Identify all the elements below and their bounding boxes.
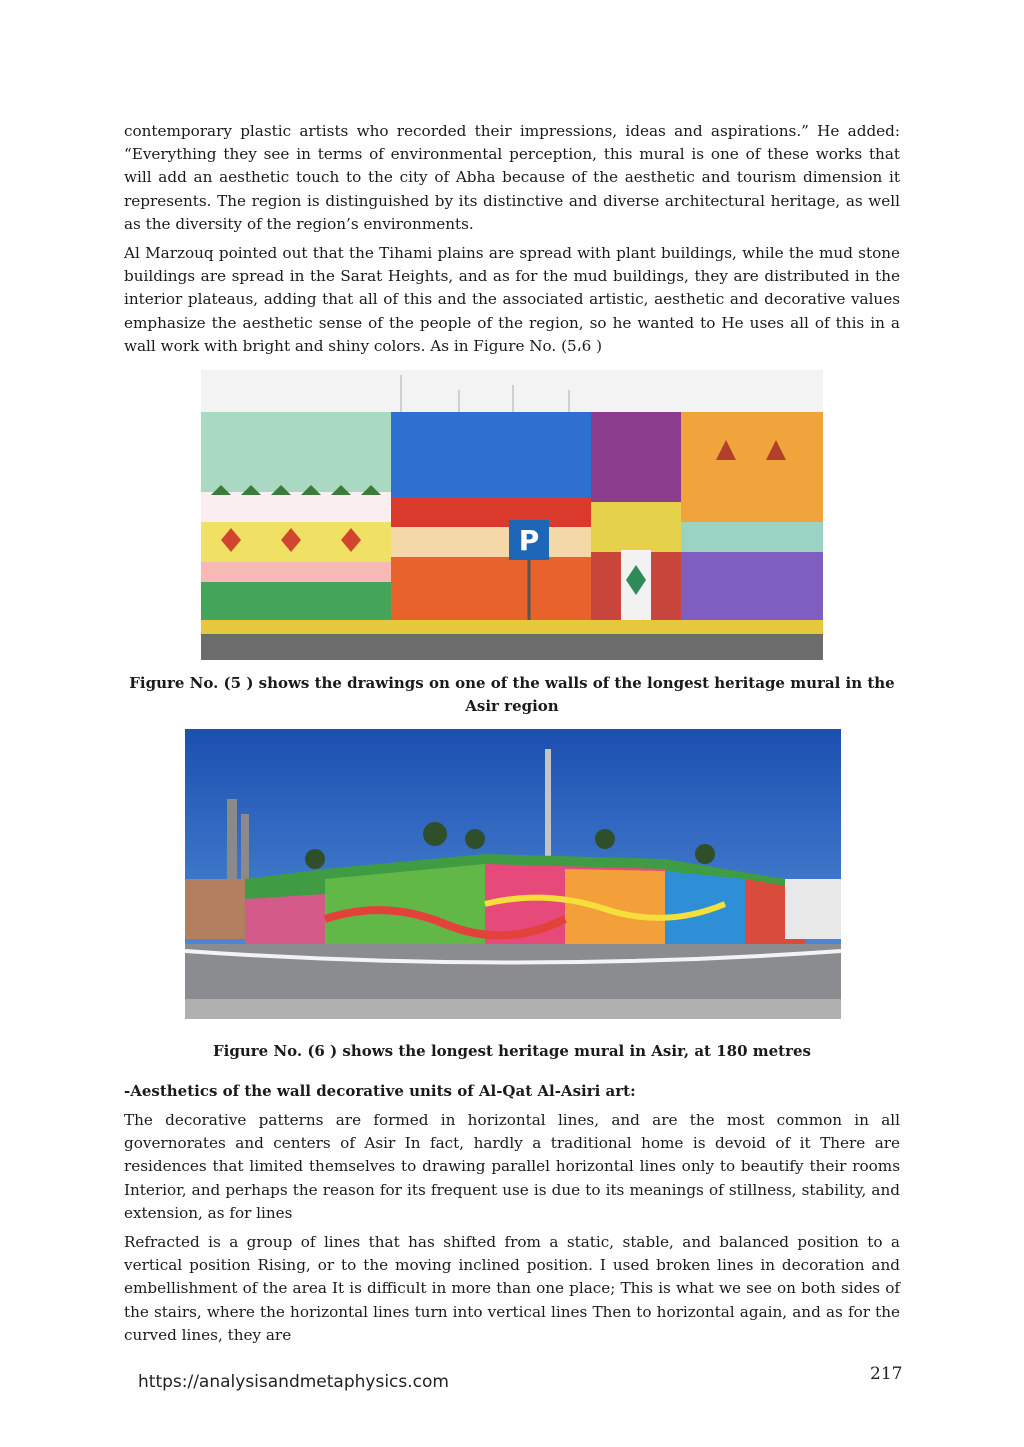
figure-5-caption-block [124, 672, 900, 718]
figure-5-image [201, 370, 823, 660]
figure-6-caption-block [124, 1040, 900, 1063]
figure-6-caption: Figure No. (6 ) shows the longest heritage mural in Asir, at 180 metres [213, 1042, 811, 1060]
figure-6-image [185, 729, 841, 1019]
bottom-text [124, 1074, 900, 1353]
top-text [124, 120, 900, 364]
paragraph-1: contemporary plastic artists who recorded their impressions, ideas and aspirations.” He added: “Everything they see in terms of environmental perception, this mural is one of these works that will add an aesthetic touch to the city of Abha because of the aesthetic and tourism dimension it represents. The region is distinguished by its distinctive and diverse architectural heritage, as well as the diversity of the region’s environments. [124, 122, 900, 233]
paragraph-4: Refracted is a group of lines that has shifted from a static, stable, and balanced position to a vertical position Rising, or to the moving inclined position. I used broken lines in decoration and embellishment of the area It is difficult in more than one place; This is what we see on both sides of the stairs, where the horizontal lines turn into vertical lines Then to horizontal again, and as for the curved lines, they are [124, 1233, 900, 1344]
paragraph-3: The decorative patterns are formed in horizontal lines, and are the most common in all governorates and centers of Asir In fact, hardly a traditional home is devoid of it There are residences that limited themselves to drawing parallel horizontal lines only to beautify their rooms Interior, and perhaps the reason for its frequent use is due to its meanings of stillness, stability, and extension, as for lines [124, 1111, 900, 1222]
paragraph-2: Al Marzouq pointed out that the Tihami plains are spread with plant buildings, while the mud stone buildings are spread in the Sarat Heights, and as for the mud buildings, they are distributed in the interior plateaus, adding that all of this and the associated artistic, aesthetic and decorative values emphasize the aesthetic sense of the people of the region, so he wanted to He uses all of this in a wall work with bright and shiny colors. As in Figure No. (5،6 ) [124, 244, 900, 355]
section-heading: -Aesthetics of the wall decorative units of Al-Qat Al-Asiri art: [124, 1082, 636, 1100]
figure-5-caption: Figure No. (5 ) shows the drawings on one of the walls of the longest heritage mural in the Asir region [129, 674, 895, 715]
page-number: 217 [870, 1364, 903, 1384]
parking-sign-letter: P [518, 524, 540, 557]
footer-url[interactable]: https://analysisandmetaphysics.com [138, 1372, 449, 1392]
